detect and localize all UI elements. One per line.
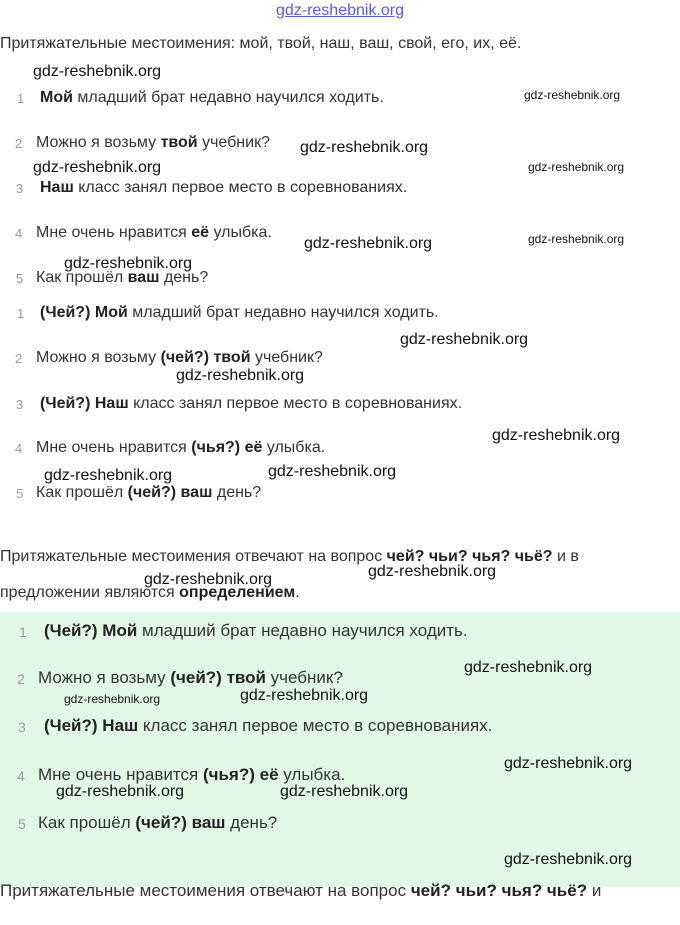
- watermark: gdz-reshebnik.org: [268, 463, 397, 480]
- watermark: gdz-reshebnik.org: [304, 235, 433, 252]
- item-number: 5: [16, 271, 24, 286]
- item-number: 1: [17, 306, 25, 321]
- watermark: gdz-reshebnik.org: [64, 692, 161, 706]
- item-text: Мой младший брат недавно научился ходить.: [40, 89, 384, 106]
- item-text: Наш класс занял первое место в соревнованиях.: [40, 179, 408, 196]
- item-text: Как прошёл (чей?) ваш день?: [38, 813, 278, 832]
- item-number: 5: [16, 486, 24, 501]
- item-text: (Чей?) Мой младший брат недавно научился ходить.: [40, 304, 439, 321]
- item-text: Мне очень нравится (чья?) её улыбка.: [36, 439, 326, 456]
- site-link[interactable]: gdz-reshebnik.org: [275, 2, 405, 19]
- item-number: 5: [18, 816, 26, 832]
- watermark: gdz-reshebnik.org: [464, 659, 593, 676]
- item-text: Как прошёл ваш день?: [36, 269, 209, 286]
- item-text: (Чей?) Наш класс занял первое место в соревнованиях.: [40, 395, 463, 412]
- watermark: gdz-reshebnik.org: [33, 159, 162, 176]
- rule-line-1: Притяжательные местоимения отвечают на вопрос чей? чьи? чья? чьё? и в: [0, 548, 579, 565]
- watermark: gdz-reshebnik.org: [44, 467, 173, 484]
- item-number: 2: [17, 671, 25, 687]
- watermark: gdz-reshebnik.org: [33, 63, 162, 80]
- watermark: gdz-reshebnik.org: [144, 571, 273, 588]
- watermark: gdz-reshebnik.org: [64, 255, 193, 272]
- item-number: 2: [15, 136, 23, 151]
- answer-box: [0, 612, 680, 887]
- watermark: gdz-reshebnik.org: [400, 331, 529, 348]
- item-text: (Чей?) Мой младший брат недавно научился ходить.: [44, 621, 468, 640]
- item-number: 4: [15, 226, 23, 241]
- item-number: 3: [16, 181, 24, 196]
- watermark: gdz-reshebnik.org: [240, 687, 369, 704]
- watermark: gdz-reshebnik.org: [368, 563, 497, 580]
- item-number: 1: [17, 91, 25, 106]
- item-number: 3: [18, 719, 26, 735]
- rule-line-2: предложении являются определением.: [0, 584, 300, 601]
- watermark: gdz-reshebnik.org: [176, 367, 305, 384]
- intro-text: Притяжательные местоимения: мой, твой, наш, ваш, свой, его, их, её.: [0, 35, 522, 52]
- item-text: Мне очень нравится её улыбка.: [36, 224, 272, 241]
- item-text: (Чей?) Наш класс занял первое место в соревнованиях.: [44, 716, 493, 735]
- final-rule-line: Притяжательные местоимения отвечают на вопрос чей? чьи? чья? чьё? и: [0, 881, 602, 900]
- watermark: gdz-reshebnik.org: [280, 783, 409, 800]
- item-text: Можно я возьму твой учебник?: [36, 134, 270, 151]
- watermark: gdz-reshebnik.org: [528, 232, 625, 246]
- item-number: 3: [16, 397, 24, 412]
- watermark: gdz-reshebnik.org: [504, 851, 633, 868]
- item-number: 1: [19, 624, 27, 640]
- item-text: Можно я возьму (чей?) твой учебник?: [38, 668, 343, 687]
- watermark: gdz-reshebnik.org: [524, 88, 621, 102]
- item-number: 4: [15, 441, 23, 456]
- watermark: gdz-reshebnik.org: [56, 783, 185, 800]
- item-text: Мне очень нравится (чья?) её улыбка.: [38, 765, 346, 784]
- watermark: gdz-reshebnik.org: [492, 427, 621, 444]
- item-number: 2: [15, 351, 23, 366]
- item-text: Как прошёл (чей?) ваш день?: [36, 484, 262, 501]
- watermark: gdz-reshebnik.org: [528, 160, 625, 174]
- watermark: gdz-reshebnik.org: [504, 755, 633, 772]
- watermark: gdz-reshebnik.org: [300, 139, 429, 156]
- item-text: Можно я возьму (чей?) твой учебник?: [36, 349, 323, 366]
- item-number: 4: [17, 768, 25, 784]
